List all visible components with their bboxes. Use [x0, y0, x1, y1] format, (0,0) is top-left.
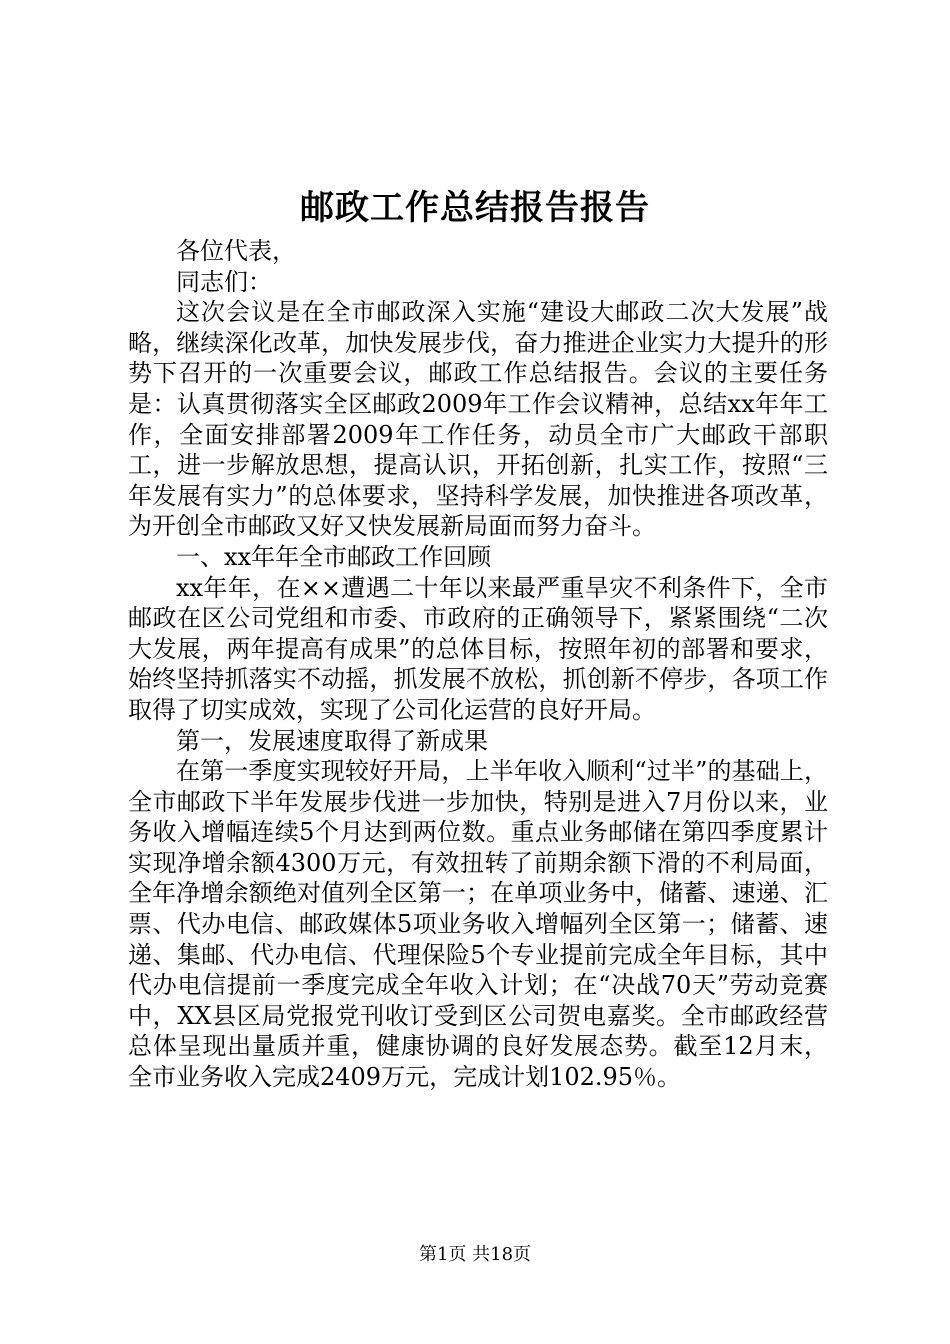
- page-footer: [0, 1243, 950, 1267]
- review-paragraph: xx年年，在××遭遇二十年以来最严重旱灾不利条件下，全市邮政在区公司党组和市委、市政府的正确领导下，紧紧围绕“二次大发展，两年提高有成果”的总体目标，按照年初的部署和要求，始终坚持抓落实不动摇，抓发展不放松，抓创新不停步，各项工作取得了切实成效，实现了公司化运营的良好开局。: [128, 573, 828, 724]
- growth-paragraph: 在第一季度实现较好开局，上半年收入顺利“过半”的基础上，全市邮政下半年发展步伐进一步加快，特别是进入7月份以来，业务收入增幅连续5个月达到两位数。重点业务邮储在第四季度累计实现净增余额4300万元，有效扭转了前期余额下滑的不利局面，全年净增余额绝对值列全区第一；在单项业务中，储蓄、速递、汇票、代办电信、邮政媒体5项业务收入增幅列全区第一；储蓄、速递、集邮、代办电信、代理保险5个专业提前完成全年目标，其中代办电信提前一季度完成全年收入计划；在“决战70天”劳动竞赛中，XX县区局党报党刊收订受到区公司贺电嘉奖。全市邮政经营总体呈现出量质并重，健康协调的良好发展态势。截至12月末，全市业务收入完成2409万元，完成计划102.95％。: [128, 757, 828, 1092]
- salutation-delegates: 各位代表，: [176, 237, 296, 265]
- intro-paragraph: 这次会议是在全市邮政深入实施“建设大邮政二次大发展”战略，继续深化改革，加快发展步伐，奋力推进企业实力大提升的形势下召开的一次重要会议，邮政工作总结报告。会议的主要任务是：认真贯彻落实全区邮政2009年工作会议精神，总结xx年年工作，全面安排部署2009年工作任务，动员全市广大邮政干部职工，进一步解放思想，提高认识，开拓创新，扎实工作，按照“三年发展有实力”的总体要求，坚持科学发展，加快推进各项改革，为开创全市邮政又好又快发展新局面而努力奋斗。: [128, 298, 828, 541]
- document-body: [128, 236, 828, 1093]
- page-number-label: 第1页 共18页: [418, 1244, 532, 1265]
- salutation-comrades: 同志们：: [176, 267, 272, 296]
- document-title: 邮政工作总结报告报告: [300, 188, 650, 228]
- subsection-heading-growth: 第一，发展速度取得了新成果: [176, 726, 488, 755]
- section-heading-review: 一、xx年年全市邮政工作回顾: [176, 542, 492, 571]
